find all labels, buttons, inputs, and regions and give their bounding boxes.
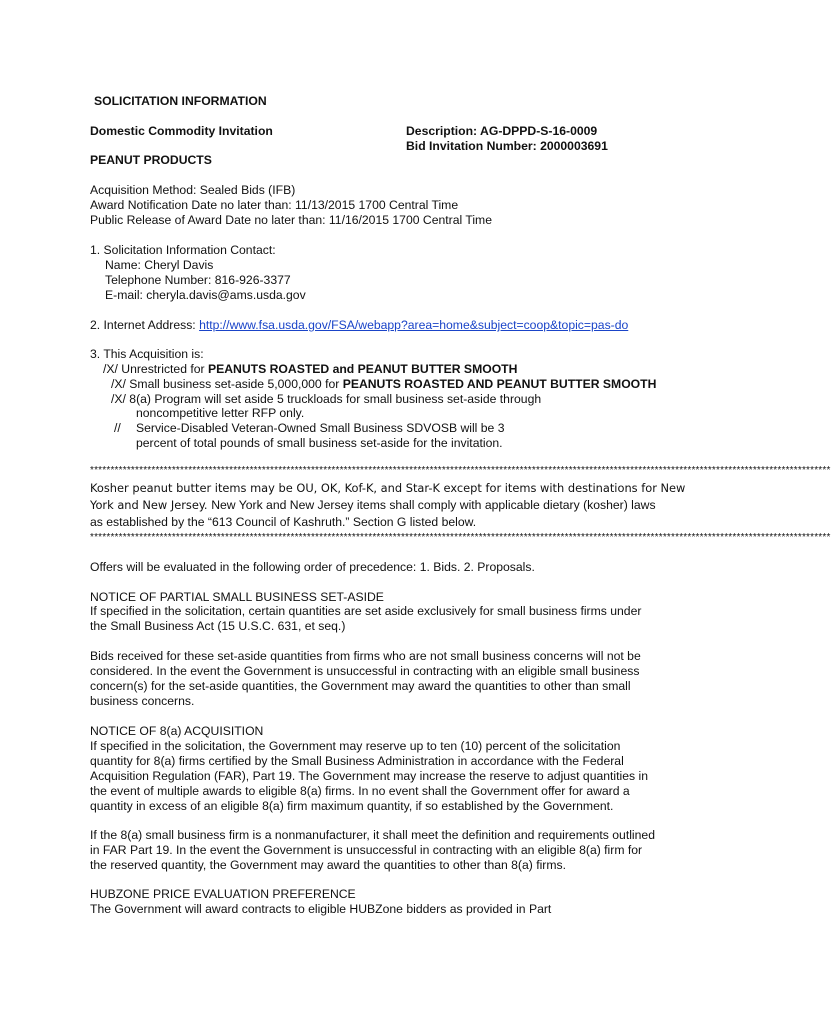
partial-set-aside-p2-l2: considered. In the event the Government is unsuccessful in contracting with an eligible small business (90, 664, 640, 678)
partial-set-aside-p2-l4: business concerns. (90, 694, 195, 708)
partial-set-aside-heading: NOTICE OF PARTIAL SMALL BUSINESS SET-ASIDE (90, 590, 384, 604)
eight-a-notice-p2-l3: the reserved quantity, the Government may award the quantities to other than 8(a) firms. (90, 858, 567, 872)
acquisition-method: Acquisition Method: Sealed Bids (IFB) (90, 183, 296, 197)
partial-set-aside-p2-l3: concern(s) for the set-aside quantities, the Government may award the quantities to other than small (90, 679, 631, 693)
hubzone-heading: HUBZONE PRICE EVALUATION PREFERENCE (90, 887, 356, 901)
award-notification: Award Notification Date no later than: 11/13/2015 1700 Central Time (90, 198, 459, 212)
unrestricted-items: PEANUTS ROASTED and PEANUT BUTTER SMOOTH (207, 362, 518, 376)
eight-a-notice-p1-l4: the event of multiple awards to eligible 8(a) firms. In no event shall the Government offer for award a (90, 784, 630, 798)
unrestricted-prefix: /X/ Unrestricted for (103, 362, 208, 376)
product-heading: PEANUT PRODUCTS (90, 153, 212, 167)
bid-number: Bid Invitation Number: 2000003691 (406, 139, 608, 153)
contact-heading: 1. Solicitation Information Contact: (90, 243, 276, 257)
eight-a-line-2: noncompetitive letter RFP only. (136, 406, 305, 420)
small-business-items: PEANUTS ROASTED AND PEANUT BUTTER SMOOTH (342, 377, 657, 391)
eight-a-line-1: /X/ 8(a) Program will set aside 5 truckloads for small business set-aside through (111, 392, 542, 406)
eight-a-notice-p2-l2: in FAR Part 19. In the event the Government is unsuccessful in contracting with an eligible 8(a) firm for (90, 843, 643, 857)
eight-a-notice-heading: NOTICE OF 8(a) ACQUISITION (90, 724, 264, 738)
sdvosb-line-2: percent of total pounds of small business set-aside for the invitation. (136, 436, 503, 450)
evaluation-order: Offers will be evaluated in the following order of precedence: 1. Bids. 2. Proposals. (90, 560, 535, 574)
partial-set-aside-p1-l2: the Small Business Act (15 U.S.C. 631, et seq.) (90, 619, 346, 633)
kosher-line-2 (90, 498, 656, 513)
internet-address (90, 318, 628, 333)
kosher-line-2a: York and New Jersey. (90, 498, 212, 512)
divider-stars-bottom: ************************************************************************************************************************************************************************************* (90, 532, 831, 543)
kosher-line-2b: New York and New Jersey items shall comply with applicable dietary (kosher) laws (211, 498, 656, 512)
sdvosb-line-1: Service-Disabled Veteran-Owned Small Business SDVOSB will be 3 (136, 421, 505, 435)
internet-label: 2. Internet Address: (90, 318, 200, 332)
hubzone-p1-l1: The Government will award contracts to eligible HUBZone bidders as provided in Part (90, 902, 552, 916)
eight-a-notice-p2-l1: If the 8(a) small business firm is a nonmanufacturer, it shall meet the definition and requirements outlined (90, 828, 655, 842)
partial-set-aside-p1-l1: If specified in the solicitation, certain quantities are set aside exclusively for small business firms under (90, 604, 642, 618)
page-title: SOLICITATION INFORMATION (94, 94, 267, 108)
contact-name: Name: Cheryl Davis (105, 258, 214, 272)
eight-a-notice-p1-l1: If specified in the solicitation, the Government may reserve up to ten (10) percent of the solicitation (90, 739, 621, 753)
sdvosb-mark: // (114, 421, 121, 435)
kosher-line-1: Kosher peanut butter items may be OU, OK, Kof-K, and Star-K except for items with destinations for New (90, 481, 686, 495)
kosher-line-3: as established by the “613 Council of Kashruth.” Section G listed below. (90, 515, 477, 529)
small-business-line (111, 377, 656, 392)
eight-a-notice-p1-l2: quantity for 8(a) firms certified by the Small Business Administration in accordance with the Federal (90, 754, 624, 768)
eight-a-notice-p1-l3: Acquisition Regulation (FAR), Part 19. The Government may increase the reserve to adjust quantities in (90, 769, 648, 783)
public-release: Public Release of Award Date no later than: 11/16/2015 1700 Central Time (90, 213, 492, 227)
divider-stars-top: ************************************************************************************************************************************************************************************* (90, 465, 831, 476)
partial-set-aside-p2-l1: Bids received for these set-aside quantities from firms who are not small business concerns will not be (90, 649, 641, 663)
contact-email: E-mail: cheryla.davis@ams.usda.gov (105, 288, 306, 302)
invitation-type: Domestic Commodity Invitation (90, 124, 273, 138)
small-business-prefix: /X/ Small business set-aside 5,000,000 for (111, 377, 343, 391)
internet-link[interactable]: http://www.fsa.usda.gov/FSA/webapp?area=home&subject=coop&topic=pas-do (199, 318, 629, 332)
eight-a-notice-p1-l5: quantity in excess of an eligible 8(a) firm maximum quantity, if so established by the Government. (90, 799, 614, 813)
description: Description: AG-DPPD-S-16-0009 (406, 124, 598, 138)
contact-phone: Telephone Number: 816-926-3377 (105, 273, 291, 287)
unrestricted-line (103, 362, 517, 377)
acquisition-heading: 3. This Acquisition is: (90, 347, 204, 361)
